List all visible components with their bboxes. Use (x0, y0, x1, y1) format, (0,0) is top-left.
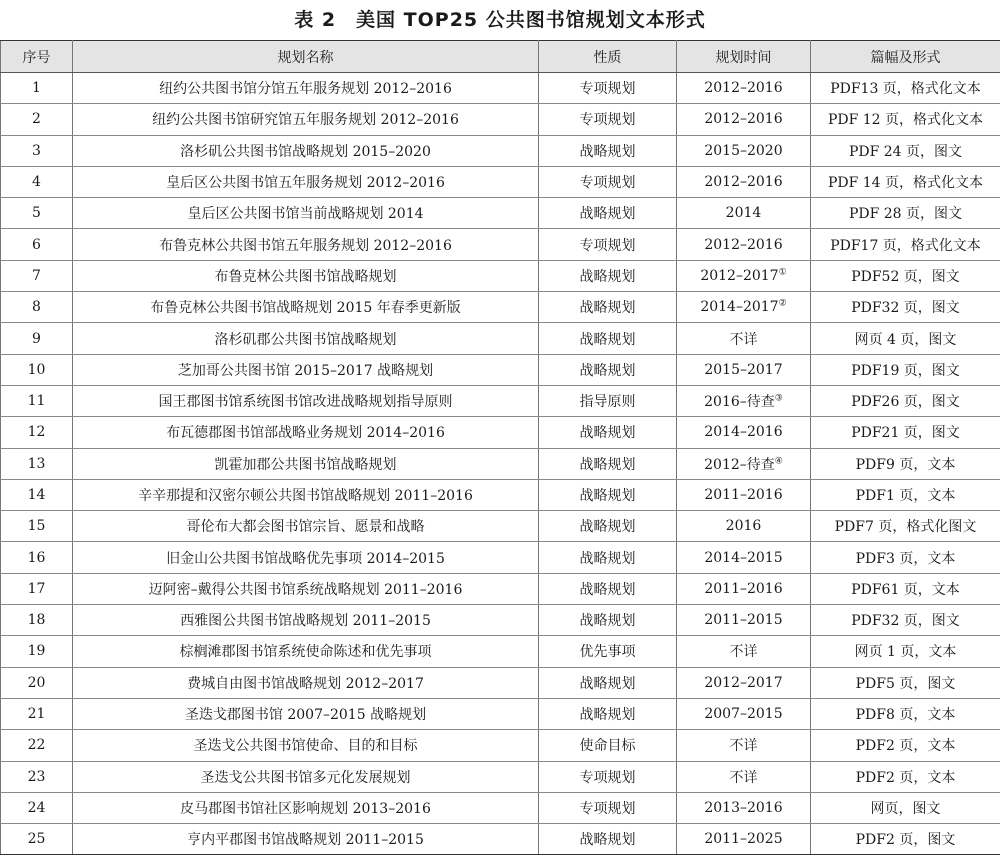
cell-plan-name: 迈阿密–戴得公共图书馆系统战略规划 2011–2016 (73, 573, 539, 604)
cell-number: 3 (1, 135, 73, 166)
cell-plan-name: 费城自由图书馆战略规划 2012–2017 (73, 667, 539, 698)
cell-number: 17 (1, 573, 73, 604)
footnote-marker: ③ (774, 393, 783, 404)
time-value: 2016–待查 (704, 394, 775, 411)
footnote-marker: ④ (774, 456, 783, 467)
table-row (1, 354, 1000, 385)
cell-format: PDF32 页，图文 (811, 292, 1000, 323)
cell-number: 12 (1, 417, 73, 448)
cell-plan-time (677, 135, 811, 166)
cell-format: PDF 12 页，格式化文本 (811, 104, 1000, 135)
time-value: 2011–2015 (704, 612, 783, 629)
cell-number: 8 (1, 292, 73, 323)
cell-type: 专项规划 (539, 166, 677, 197)
cell-plan-name: 芝加哥公共图书馆 2015–2017 战略规划 (73, 354, 539, 385)
cell-plan-name: 布鲁克林公共图书馆五年服务规划 2012–2016 (73, 229, 539, 260)
header-format: 篇幅及形式 (811, 41, 1000, 73)
cell-number: 2 (1, 104, 73, 135)
cell-plan-name: 西雅图公共图书馆战略规划 2011–2015 (73, 605, 539, 636)
cell-number: 1 (1, 73, 73, 104)
time-value: 2014–2016 (704, 424, 783, 441)
cell-number: 6 (1, 229, 73, 260)
time-value: 2011–2016 (704, 487, 783, 503)
cell-plan-time (677, 323, 811, 354)
table-row (1, 260, 1000, 291)
time-value: 2012–2016 (704, 236, 783, 253)
time-value: 不详 (729, 738, 758, 755)
table-row (1, 542, 1000, 573)
cell-type: 战略规划 (539, 417, 677, 448)
cell-plan-time (677, 636, 811, 667)
cell-format: PDF 28 页，图文 (811, 198, 1000, 229)
cell-type: 战略规划 (539, 448, 677, 479)
cell-format: PDF32 页，图文 (811, 605, 1000, 636)
table-row (1, 73, 1000, 104)
cell-plan-time (677, 292, 811, 323)
table-title: 表 2 美国 TOP25 公共图书馆规划文本形式 (294, 9, 706, 31)
table-row (1, 166, 1000, 197)
cell-number: 15 (1, 511, 73, 542)
table-row (1, 730, 1000, 761)
cell-plan-time (677, 73, 811, 104)
table-row (1, 385, 1000, 416)
table-body (1, 73, 1000, 855)
cell-type: 战略规划 (539, 323, 677, 354)
cell-plan-name: 国王郡图书馆系统图书馆改进战略规划指导原则 (73, 385, 539, 416)
cell-plan-time (677, 479, 811, 510)
cell-plan-time (677, 448, 811, 479)
table-row (1, 824, 1000, 855)
cell-plan-name: 棕榈滩郡图书馆系统使命陈述和优先事项 (73, 636, 539, 667)
cell-plan-time (677, 573, 811, 604)
cell-plan-time (677, 542, 811, 573)
cell-plan-time (677, 761, 811, 792)
cell-type: 战略规划 (539, 605, 677, 636)
cell-format: 网页 4 页，图文 (811, 323, 1000, 354)
table-row (1, 573, 1000, 604)
cell-type: 专项规划 (539, 792, 677, 823)
cell-type: 使命目标 (539, 730, 677, 761)
time-value: 2014–2017 (700, 299, 779, 316)
cell-type: 战略规划 (539, 292, 677, 323)
cell-format: 网页 1 页，文本 (811, 636, 1000, 667)
table-row (1, 511, 1000, 542)
cell-plan-name: 纽约公共图书馆研究馆五年服务规划 2012–2016 (73, 104, 539, 135)
cell-type: 专项规划 (539, 229, 677, 260)
cell-format: PDF2 页，文本 (811, 761, 1000, 792)
footnote-marker: ① (778, 267, 787, 278)
cell-number: 7 (1, 260, 73, 291)
cell-plan-time (677, 511, 811, 542)
table-row (1, 792, 1000, 823)
time-value: 2015–2020 (704, 142, 783, 159)
table-row (1, 667, 1000, 698)
cell-format: PDF26 页，图文 (811, 385, 1000, 416)
time-value: 2012–2016 (704, 111, 783, 128)
cell-type: 指导原则 (539, 385, 677, 416)
cell-number: 14 (1, 479, 73, 510)
time-value: 不详 (729, 644, 758, 661)
table-row (1, 605, 1000, 636)
cell-number: 19 (1, 636, 73, 667)
cell-number: 16 (1, 542, 73, 573)
cell-number: 21 (1, 698, 73, 729)
cell-plan-name: 圣迭戈郡图书馆 2007–2015 战略规划 (73, 698, 539, 729)
cell-plan-name: 纽约公共图书馆分馆五年服务规划 2012–2016 (73, 73, 539, 104)
cell-type: 专项规划 (539, 761, 677, 792)
cell-number: 10 (1, 354, 73, 385)
cell-type: 战略规划 (539, 667, 677, 698)
cell-format: PDF2 页，文本 (811, 730, 1000, 761)
cell-plan-time (677, 605, 811, 636)
cell-plan-name: 布鲁克林公共图书馆战略规划 (73, 260, 539, 291)
cell-plan-name: 皇后区公共图书馆当前战略规划 2014 (73, 198, 539, 229)
cell-format: PDF7 页，格式化图文 (811, 511, 1000, 542)
cell-plan-name: 亨内平郡图书馆战略规划 2011–2015 (73, 824, 539, 855)
cell-plan-name: 布瓦德郡图书馆部战略业务规划 2014–2016 (73, 417, 539, 448)
cell-format: PDF 24 页，图文 (811, 135, 1000, 166)
cell-format: PDF9 页，文本 (811, 448, 1000, 479)
cell-format: PDF5 页，图文 (811, 667, 1000, 698)
cell-type: 战略规划 (539, 479, 677, 510)
header-plan-name: 规划名称 (73, 41, 539, 73)
time-value: 不详 (729, 769, 758, 786)
cell-number: 18 (1, 605, 73, 636)
table-row (1, 761, 1000, 792)
cell-type: 战略规划 (539, 260, 677, 291)
cell-format: PDF 14 页，格式化文本 (811, 166, 1000, 197)
time-value: 2012–2017 (700, 267, 779, 284)
cell-plan-time (677, 198, 811, 229)
cell-format: PDF2 页，图文 (811, 824, 1000, 855)
cell-type: 战略规划 (539, 542, 677, 573)
cell-number: 23 (1, 761, 73, 792)
cell-format: PDF3 页，文本 (811, 542, 1000, 573)
time-value: 2011–2016 (704, 580, 783, 597)
table-row (1, 292, 1000, 323)
cell-format: PDF8 页，文本 (811, 698, 1000, 729)
table-row (1, 417, 1000, 448)
cell-plan-time (677, 417, 811, 448)
cell-format: PDF61 页，文本 (811, 573, 1000, 604)
table-row (1, 229, 1000, 260)
cell-plan-name: 辛辛那提和汉密尔顿公共图书馆战略规划 2011–2016 (73, 479, 539, 510)
cell-number: 9 (1, 323, 73, 354)
cell-format: PDF17 页，格式化文本 (811, 229, 1000, 260)
cell-plan-name: 哥伦布大都会图书馆宗旨、愿景和战略 (73, 511, 539, 542)
cell-plan-name: 圣迭戈公共图书馆多元化发展规划 (73, 761, 539, 792)
cell-format: PDF13 页，格式化文本 (811, 73, 1000, 104)
cell-plan-time (677, 229, 811, 260)
cell-plan-name: 皇后区公共图书馆五年服务规划 2012–2016 (73, 166, 539, 197)
cell-type: 战略规划 (539, 198, 677, 229)
header-number: 序号 (1, 41, 73, 73)
cell-plan-name: 圣迭戈公共图书馆使命、目的和目标 (73, 730, 539, 761)
cell-plan-name: 洛杉矶公共图书馆战略规划 2015–2020 (73, 135, 539, 166)
cell-plan-name: 旧金山公共图书馆战略优先事项 2014–2015 (73, 542, 539, 573)
cell-format: PDF52 页，图文 (811, 260, 1000, 291)
cell-plan-time (677, 260, 811, 291)
cell-type: 战略规划 (539, 354, 677, 385)
time-value: 2012–2017 (704, 674, 783, 691)
cell-type: 战略规划 (539, 573, 677, 604)
header-type: 性质 (539, 41, 677, 73)
cell-number: 24 (1, 792, 73, 823)
time-value: 2013–2016 (704, 799, 783, 816)
cell-format: PDF21 页，图文 (811, 417, 1000, 448)
time-value: 2012–待查 (704, 456, 775, 473)
cell-number: 13 (1, 448, 73, 479)
table-row (1, 448, 1000, 479)
cell-plan-time (677, 385, 811, 416)
cell-number: 4 (1, 166, 73, 197)
cell-plan-name: 洛杉矶郡公共图书馆战略规划 (73, 323, 539, 354)
time-value: 2015–2017 (704, 361, 783, 378)
footnote-marker: ② (778, 298, 787, 309)
time-value: 不详 (729, 331, 758, 348)
cell-format: 网页，图文 (811, 792, 1000, 823)
cell-plan-time (677, 104, 811, 135)
cell-plan-name: 凯霍加郡公共图书馆战略规划 (73, 448, 539, 479)
cell-number: 5 (1, 198, 73, 229)
cell-plan-time (677, 824, 811, 855)
cell-type: 优先事项 (539, 636, 677, 667)
cell-type: 战略规划 (539, 698, 677, 729)
header-plan-time: 规划时间 (677, 41, 811, 73)
cell-type: 战略规划 (539, 135, 677, 166)
cell-number: 22 (1, 730, 73, 761)
cell-plan-time (677, 792, 811, 823)
time-value: 2011–2025 (704, 831, 783, 848)
cell-plan-name: 布鲁克林公共图书馆战略规划 2015 年春季更新版 (73, 292, 539, 323)
cell-type: 战略规划 (539, 824, 677, 855)
table-row (1, 198, 1000, 229)
cell-type: 专项规划 (539, 73, 677, 104)
time-value: 2014 (725, 205, 762, 222)
cell-plan-time (677, 730, 811, 761)
time-value: 2014–2015 (704, 549, 783, 566)
time-value: 2012–2016 (704, 80, 783, 97)
cell-number: 25 (1, 824, 73, 855)
header-row (1, 41, 1000, 73)
table-row (1, 323, 1000, 354)
cell-type: 战略规划 (539, 511, 677, 542)
table-row (1, 135, 1000, 166)
time-value: 2012–2016 (704, 174, 783, 191)
cell-plan-time (677, 166, 811, 197)
cell-format: PDF19 页，图文 (811, 354, 1000, 385)
table-row (1, 636, 1000, 667)
cell-format: PDF1 页，文本 (811, 479, 1000, 510)
cell-number: 20 (1, 667, 73, 698)
time-value: 2007–2015 (704, 706, 783, 723)
cell-plan-time (677, 698, 811, 729)
planning-table (0, 40, 1000, 855)
cell-number: 11 (1, 385, 73, 416)
time-value: 2016 (725, 518, 762, 535)
cell-plan-name: 皮马郡图书馆社区影响规划 2013–2016 (73, 792, 539, 823)
table-row (1, 104, 1000, 135)
cell-plan-time (677, 354, 811, 385)
cell-type: 专项规划 (539, 104, 677, 135)
table-row (1, 698, 1000, 729)
table-row (1, 479, 1000, 510)
cell-plan-time (677, 667, 811, 698)
